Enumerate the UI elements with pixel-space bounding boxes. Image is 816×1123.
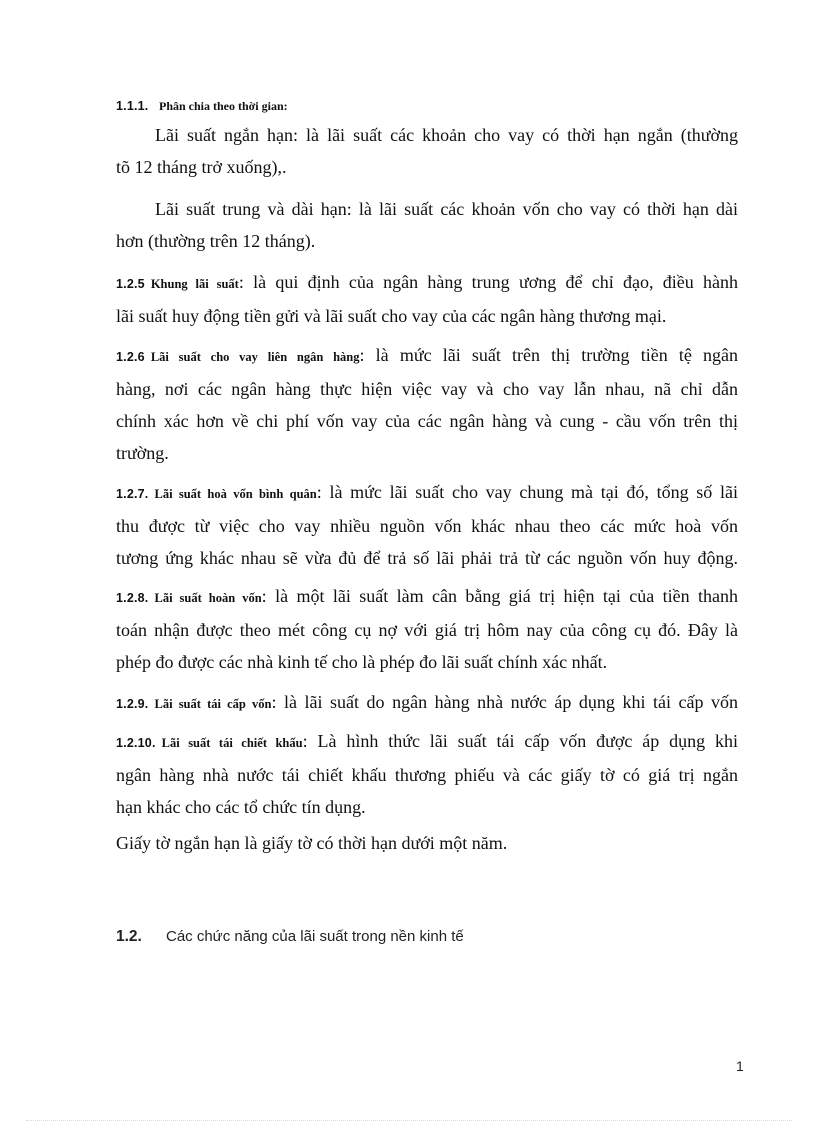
section-heading-1-2 [116,928,464,946]
paragraph-line: hàng, nơi các ngân hàng thực hiện việc vay và cho vay lẫn nhau, nã chỉ dẫn [116,379,738,399]
item-first-line: là mức lãi suất trên thị trường tiền tệ ngân [375,345,738,365]
paragraph-line: toán nhận được theo mét công cụ nợ với giá trị hôm nay của công cụ đó. Đây là [116,620,738,640]
item-term: Lãi suất hoà vốn bình quân [154,487,317,501]
item-first-line: là qui định của ngân hàng trung ương để chỉ đạo, điều hành [253,272,738,292]
heading-title: Phân chia theo thời gian: [158,99,288,113]
item-1-2-7: 1.2.7. Lãi suất hoà vốn bình quân: là mức lãi suất cho vay chung mà tại đó, tổng số lãi thu được từ việc cho vay nhiều nguồn vốn khác nhau theo các mức hoà vốn tương ứng khác nhau sẽ vừa đủ để trả số lãi phải trả từ các nguồn vốn huy động. [116,476,738,574]
page-bottom-border [26,1120,792,1121]
paragraph-line: hạn khác cho các tổ chức tín dụng. [116,797,366,817]
item-term: Khung lãi suất [150,277,239,291]
paragraph-line: thu được từ việc cho vay nhiều nguồn vốn khác nhau theo các mức hoà vốn [116,516,738,536]
item-1-2-5: 1.2.5 Khung lãi suất: là qui định của ngân hàng trung ương để chỉ đạo, điều hành lãi suất huy động tiền gửi và lãi suất cho vay của các ngân hàng thương mại. [116,266,738,332]
page-number: 1 [736,1058,744,1074]
heading-1-1-1 [116,88,738,122]
item-number: 1.2.5 [116,277,145,291]
section-number: 1.2. [116,928,142,945]
item-1-2-10: 1.2.10. Lãi suất tái chiết khấu: Là hình thức lãi suất tái cấp vốn được áp dụng khi ngân hàng nhà nước tái chiết khấu thương phiếu và các giấy tờ có giá trị ngắn hạn khác cho các tổ chức tín dụng. [116,725,738,823]
paragraph-line: phép đo được các nhà kinh tế cho là phép đo lãi suất chính xác nhất. [116,652,608,672]
item-number: 1.2.9. [116,697,149,711]
item-first-line: Là hình thức lãi suất tái cấp vốn được áp dụng khi [317,731,738,751]
paragraph-line: Lãi suất trung và dài hạn: là lãi suất các khoản vốn cho vay có thời hạn dài [155,199,738,219]
item-number: 1.2.6 [116,350,145,364]
item-number: 1.2.8. [116,591,149,605]
paragraph-line: chính xác hơn về chi phí vốn vay của các ngân hàng và cung - cầu vốn trên thị [116,411,738,431]
paragraph-line: Lãi suất ngắn hạn: là lãi suất các khoản cho vay có thời hạn ngắn (thường [155,125,738,145]
item-1-2-9: 1.2.9. Lãi suất tái cấp vốn: là lãi suất do ngân hàng nhà nước áp dụng khi tái cấp vốn [116,692,738,712]
item-first-line: là một lãi suất làm cân bằng giá trị hiện tại của tiền thanh [275,586,738,606]
item-term: Lãi suất hoàn vốn [154,591,262,605]
item-number: 1.2.7. [116,487,149,501]
item-1-2-6: 1.2.6 Lãi suất cho vay liên ngân hàng: là mức lãi suất trên thị trường tiền tệ ngân hàng, nơi các ngân hàng thực hiện việc vay và cho vay lẫn nhau, nã chỉ dẫn chính xác hơn về chi phí vốn vay của các ngân hàng và cung - cầu vốn trên thị trường. [116,339,738,469]
paragraph-line: ngân hàng nhà nước tái chiết khấu thương phiếu và các giấy tờ có giá trị ngắn [116,765,738,785]
paragraph-long-term [116,193,738,257]
note-text: Giấy tờ ngắn hạn là giấy tờ có thời hạn dưới một năm. [116,833,508,853]
section-title: Các chức năng của lãi suất trong nền kinh tế [166,928,464,945]
paragraph-line: tõ 12 tháng trở xuống),. [116,157,287,177]
item-term: Lãi suất tái cấp vốn [154,697,272,711]
paragraph-line: trường. [116,443,169,463]
item-first-line: là lãi suất do ngân hàng nhà nước áp dụng khi tái cấp vốn [284,692,738,712]
item-number: 1.2.10. [116,736,156,750]
heading-number: 1.1.1. [116,99,149,113]
paragraph-line: lãi suất huy động tiền gửi và lãi suất cho vay của các ngân hàng thương mại. [116,306,667,326]
paragraph-line: hơn (thường trên 12 tháng). [116,231,316,251]
item-term: Lãi suất cho vay liên ngân hàng [150,350,360,364]
item-first-line: là mức lãi suất cho vay chung mà tại đó, tổng số lãi [329,482,738,502]
note-paragraph [116,827,738,859]
item-1-2-8: 1.2.8. Lãi suất hoàn vốn: là một lãi suất làm cân bằng giá trị hiện tại của tiền thanh toán nhận được theo mét công cụ nợ với giá trị hôm nay của công cụ đó. Đây là phép đo được các nhà kinh tế cho là phép đo lãi suất chính xác nhất. [116,580,738,678]
paragraph-line: tương ứng khác nhau sẽ vừa đủ để trả số lãi phải trả từ các nguồn vốn huy động. [116,548,738,568]
item-term: Lãi suất tái chiết khấu [161,736,303,750]
paragraph-short-term [116,119,738,183]
